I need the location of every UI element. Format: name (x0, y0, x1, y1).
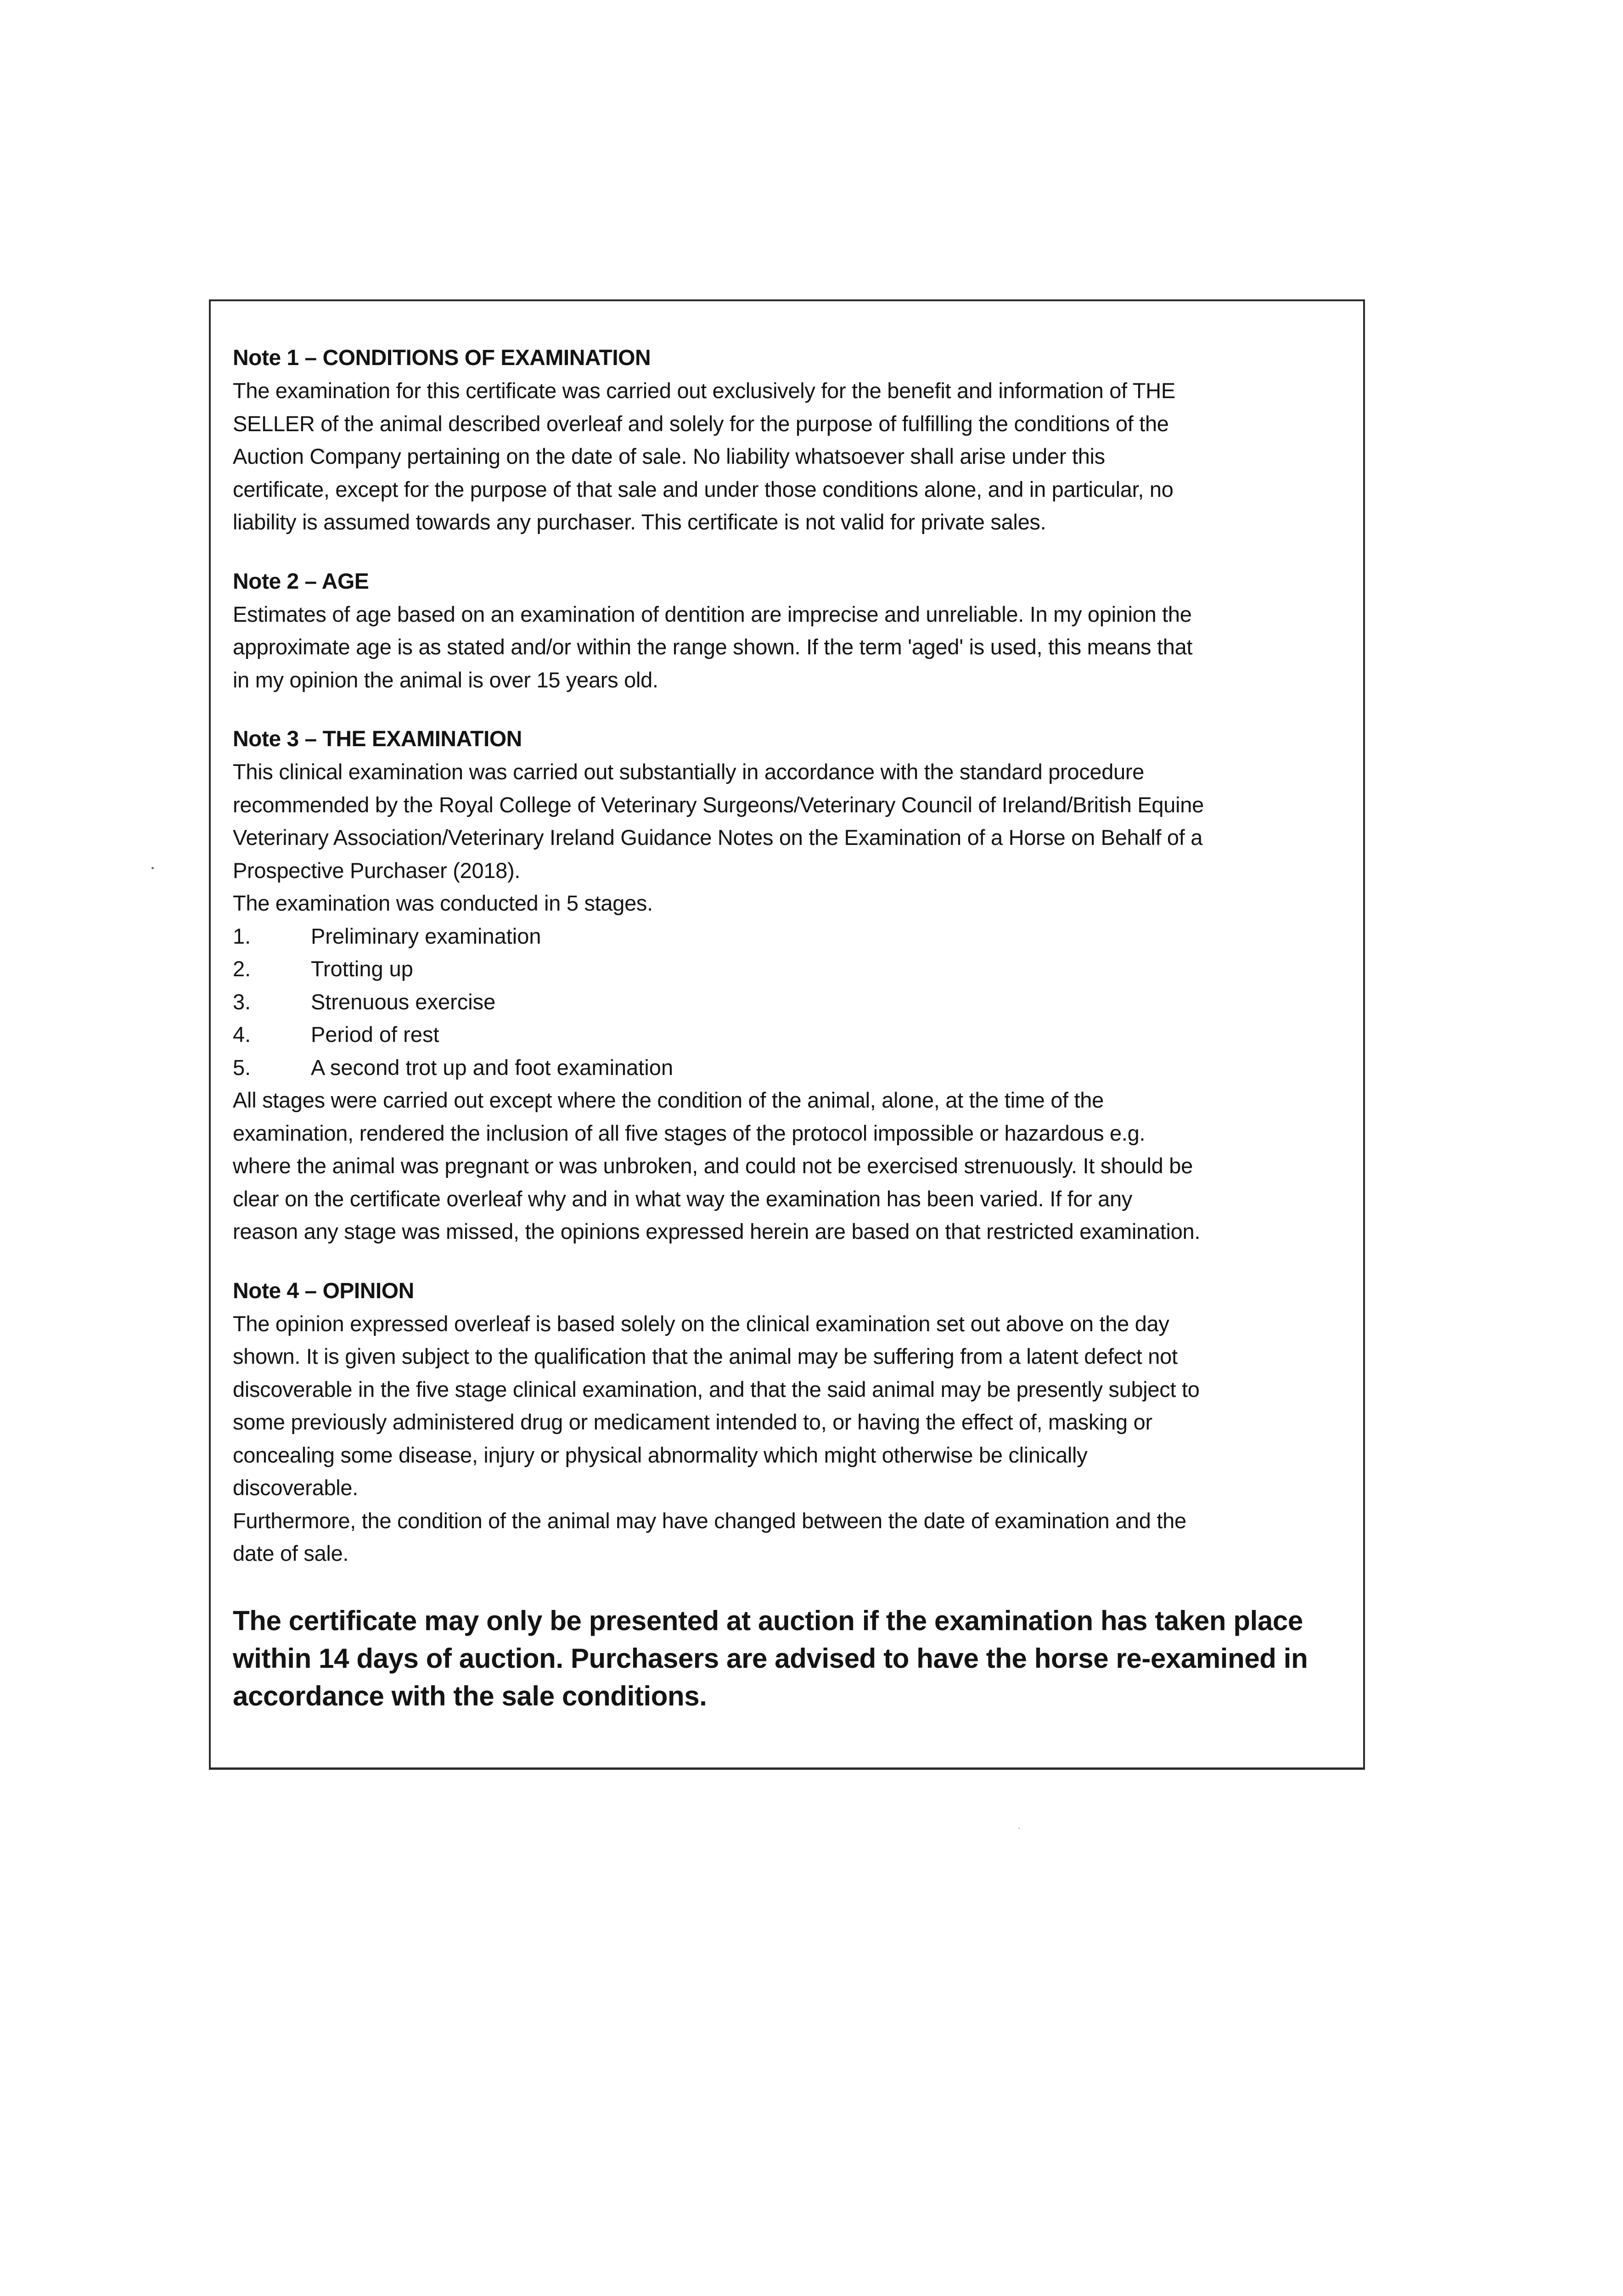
note-1-conditions (233, 342, 1348, 539)
stage-number: 4. (233, 1022, 251, 1047)
stage-item (233, 920, 1348, 953)
note-title: Note 2 – AGE (233, 569, 369, 594)
note-paragraph: Estimates of age based on an examination of dentition are imprecise and unreliable. In my opinion the approximate age is as stated and/or within the range shown. If the term 'aged' is used, this means that in my opinion the animal is over 15 years old. (233, 602, 1193, 692)
conditions-content (233, 342, 1348, 1715)
stage-label: Trotting up (311, 957, 413, 981)
stage-number: 1. (233, 923, 251, 948)
note-2-age (233, 565, 1348, 697)
stage-label: Strenuous exercise (311, 989, 496, 1014)
stage-number: 5. (233, 1055, 251, 1080)
stage-label: A second trot up and foot examination (311, 1055, 674, 1080)
note-paragraph: The opinion expressed overleaf is based solely on the clinical examination set out above on the day shown. It is given subject to the qualification that the animal may be suffering from a latent defect not discoverable in the five stage clinical examination, and that the said animal may be presently subject to some previously administered drug or medicament intended to, or having the effect of, masking or concealing some disease, injury or physical abnormality which might otherwise be clinically discoverable. Furthermore, the condition of the animal may have changed between the date of examination and the date of sale. (233, 1311, 1200, 1565)
stage-label: Preliminary examination (311, 923, 541, 948)
note-title: Note 1 – CONDITIONS OF EXAMINATION (233, 346, 651, 370)
scan-speck (152, 867, 154, 869)
stage-item (233, 952, 1348, 985)
stage-list (233, 920, 1348, 1084)
stage-item (233, 1051, 1348, 1084)
note-paragraph: All stages were carried out except where the condition of the animal, alone, at the time of the examination, rendered the inclusion of all five stages of the protocol impossible or hazardous e.g. where the animal was pregnant or was unbroken, and could not be exercised strenuously. It should be clear on the certificate overleaf why and in what way the examination has been varied. If for any reason any stage was missed, the opinions expressed herein are based on that restricted examination. (233, 1088, 1201, 1244)
conditions-box (209, 299, 1365, 1770)
note-paragraph: The examination for this certificate was carried out exclusively for the benefit and information of THE SELLER of the animal described overleaf and solely for the purpose of fulfilling the conditions of the Auction Company pertaining on the date of sale. No liability whatsoever shall arise under this certificate, except for the purpose of that sale and under those conditions alone, and in particular, no liability is assumed towards any purchaser. This certificate is not valid for private sales. (233, 378, 1175, 534)
note-4-opinion (233, 1275, 1348, 1570)
note-3-examination (233, 723, 1348, 1248)
stage-number: 3. (233, 989, 251, 1014)
note-title: Note 3 – THE EXAMINATION (233, 727, 522, 751)
final-statement: The certificate may only be presented at auction if the examination has taken place within 14 days of auction. Purchasers are advised to have the horse re-examined in accordance with the sale conditions. (233, 1605, 1308, 1711)
scan-speck (1018, 1828, 1020, 1829)
stage-item (233, 985, 1348, 1019)
stage-number: 2. (233, 957, 251, 981)
stage-label: Period of rest (311, 1022, 439, 1047)
note-paragraph: This clinical examination was carried out substantially in accordance with the standard procedure recommended by the Royal College of Veterinary Surgeons/Veterinary Council of Ireland/British Equine Veterinary Association/Veterinary Ireland Guidance Notes on the Examination of a Horse on Behalf of a Prospective Purchaser (2018). The examination was conducted in 5 stages. (233, 760, 1204, 915)
note-title: Note 4 – OPINION (233, 1278, 414, 1303)
stage-item (233, 1018, 1348, 1051)
